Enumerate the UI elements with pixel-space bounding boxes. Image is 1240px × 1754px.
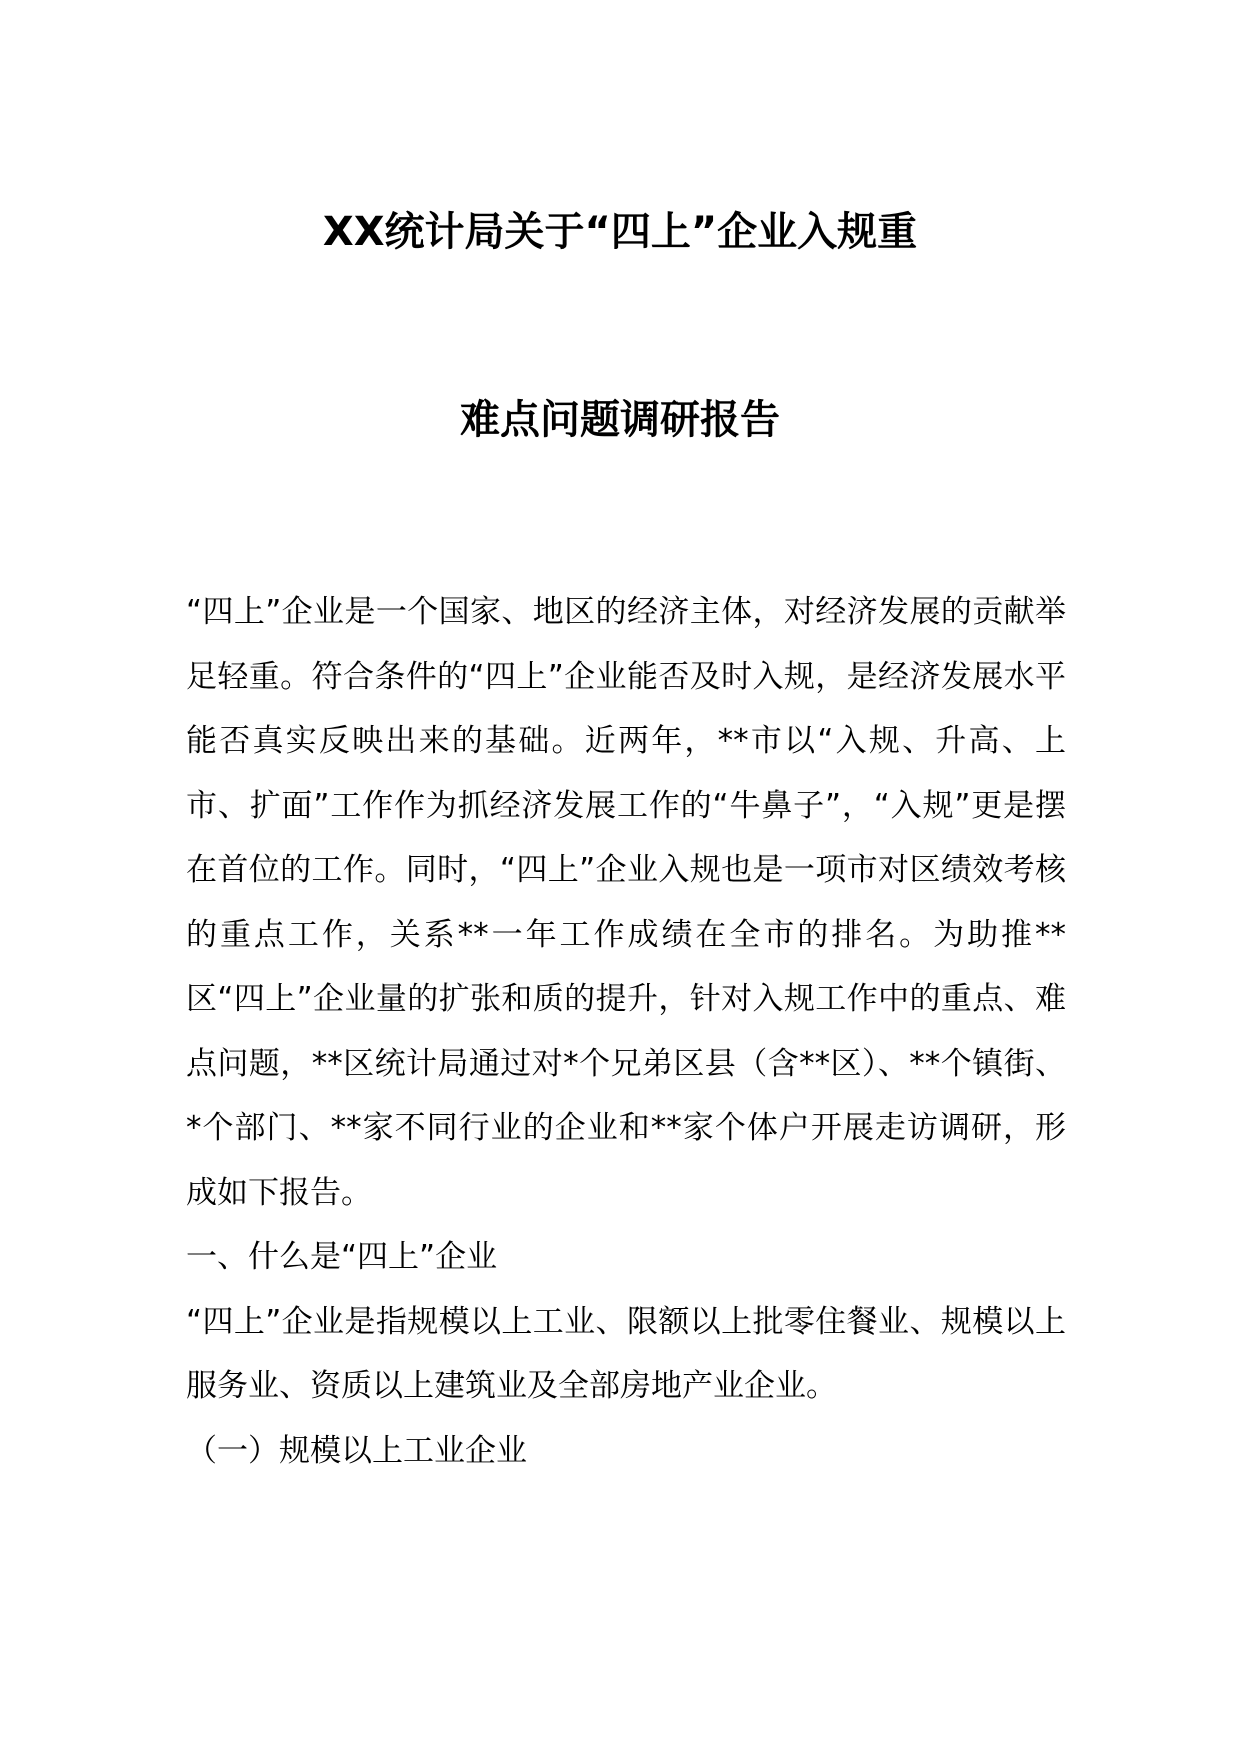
definition-paragraph: “四上”企业是指规模以上工业、限额以上批零住餐业、规模以上服务业、资质以上建筑业及全部房地产业企业。 — [186, 1303, 1066, 1404]
document-title-line-2: 难点问题调研报告 — [460, 397, 780, 443]
document-body — [186, 580, 1066, 1483]
intro-paragraph: “四上”企业是一个国家、地区的经济主体，对经济发展的贡献举足轻重。符合条件的“四上”企业能否及时入规，是经济发展水平能否真实反映出来的基础。近两年，**市以“入规、升高、上市、扩面”工作作为抓经济发展工作的“牛鼻子”，“入规”更是摆在首位的工作。同时，“四上”企业入规也是一项市对区绩效考核的重点工作，关系**一年工作成绩在全市的排名。为助推**区“四上”企业量的扩张和质的提升，针对入规工作中的重点、难点问题，**区统计局通过对*个兄弟区县（含**区）、**个镇街、*个部门、**家不同行业的企业和**家个体户开展走访调研，形成如下报告。 — [186, 594, 1066, 1211]
subsection-heading-1: （一）规模以上工业企业 — [186, 1432, 527, 1469]
document-title-line-1: XX统计局关于“四上”企业入规重 — [322, 209, 918, 255]
section-heading-1: 一、什么是“四上”企业 — [186, 1239, 498, 1275]
